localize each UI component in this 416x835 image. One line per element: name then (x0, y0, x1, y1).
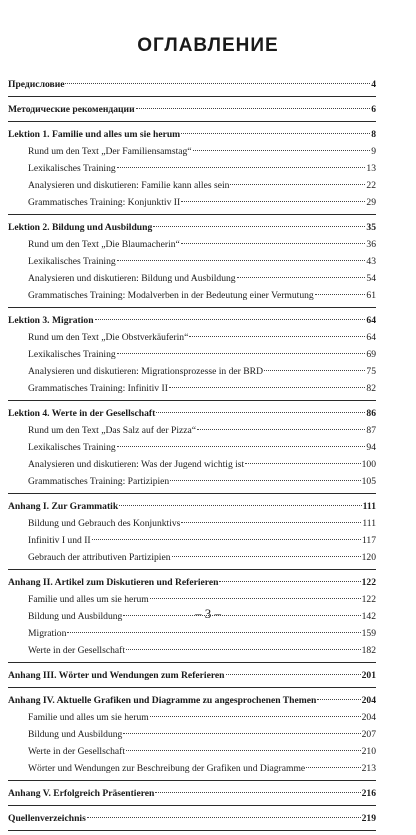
toc-section (8, 810, 376, 831)
toc-entry-page: 13 (366, 163, 376, 174)
toc-entry-label: Anhang V. Erfolgreich Präsentieren (8, 788, 155, 799)
toc-subentry (8, 743, 376, 760)
dot-leader (219, 581, 360, 582)
toc-entry-page: 122 (361, 594, 376, 605)
toc-subentry (8, 726, 376, 743)
dot-leader (117, 260, 366, 261)
toc-section (8, 498, 376, 570)
toc-entry-label: Bildung und Ausbildung (28, 611, 123, 622)
dot-leader (181, 201, 365, 202)
dot-leader (169, 387, 366, 388)
toc-section (8, 692, 376, 781)
dot-leader (65, 83, 370, 84)
dot-leader (95, 319, 366, 320)
toc-section (8, 667, 376, 688)
toc-entry-page: 201 (361, 670, 376, 681)
toc-section (8, 405, 376, 494)
dot-leader (315, 294, 366, 295)
toc-section (8, 785, 376, 806)
toc-entry-label: Rund um den Text „Die Obstverkäuferin“ (28, 332, 189, 343)
toc-entry-page: 22 (366, 180, 376, 191)
toc-entry-label: Anhang III. Wörter und Wendungen zum Referieren (8, 670, 225, 681)
toc-entry-page: 210 (361, 746, 376, 757)
toc-subentry (8, 194, 376, 211)
toc-subentry (8, 625, 376, 642)
dot-leader (123, 733, 360, 734)
toc-entry-label: Anhang II. Artikel zum Diskutieren und Referieren (8, 577, 219, 588)
toc-entry-label: Rund um den Text „Das Salz auf der Pizza“ (28, 425, 197, 436)
toc-entry-page: 54 (366, 273, 376, 284)
toc-entry-page: 43 (366, 256, 376, 267)
toc-entry-label: Quellenverzeichnis (8, 813, 86, 824)
toc-entry-label: Werte in der Gesellschaft (28, 645, 125, 656)
dot-leader (306, 767, 360, 768)
toc-entry-page: 122 (361, 577, 376, 588)
toc-subentry (8, 473, 376, 490)
toc-entry-page: 36 (366, 239, 376, 250)
toc-entry-label: Analysieren und diskutieren: Was der Jugend wichtig ist (28, 459, 245, 470)
toc-heading-entry (8, 785, 376, 802)
toc-section (8, 101, 376, 122)
toc-entry-page: 117 (361, 535, 376, 546)
toc-heading-entry (8, 574, 376, 591)
toc-entry-label: Bildung und Ausbildung (28, 729, 123, 740)
toc-entry-label: Lektion 4. Werte in der Gesellschaft (8, 408, 156, 419)
toc-entry-label: Bildung und Gebrauch des Konjunktivs (28, 518, 181, 529)
dot-leader (181, 522, 361, 523)
dot-leader (92, 539, 361, 540)
toc-section (8, 76, 376, 97)
dot-leader (87, 817, 361, 818)
toc-heading-entry (8, 667, 376, 684)
dot-leader (317, 699, 360, 700)
toc-subentry (8, 422, 376, 439)
toc-subentry (8, 236, 376, 253)
dot-leader (181, 133, 370, 134)
toc-entry-page: 69 (366, 349, 376, 360)
toc-heading-entry (8, 76, 376, 93)
toc-entry-label: Grammatisches Training: Infinitiv II (28, 383, 168, 394)
toc-entry-page: 29 (366, 197, 376, 208)
dot-leader (156, 412, 365, 413)
toc-entry-label: Grammatisches Training: Partizipien (28, 476, 170, 487)
toc-entry-label: Wörter und Wendungen zur Beschreibung der Grafiken und Diagramme (28, 763, 306, 774)
toc-entry-label: Grammatisches Training: Konjunktiv II (28, 197, 181, 208)
toc-entry-page: 4 (371, 79, 376, 90)
toc-subentry (8, 346, 376, 363)
toc-heading-entry (8, 101, 376, 118)
toc-subentry (8, 439, 376, 456)
toc-entry-label: Rund um den Text „Die Blaumacherin“ (28, 239, 180, 250)
toc-subentry (8, 456, 376, 473)
toc-subentry (8, 709, 376, 726)
toc-entry-label: Lexikalisches Training (28, 442, 116, 453)
toc-subentry (8, 160, 376, 177)
toc-subentry (8, 177, 376, 194)
page-title: ОГЛАВЛЕНИЕ (137, 35, 279, 56)
dot-leader (150, 598, 361, 599)
toc-subentry (8, 760, 376, 777)
toc-subentry (8, 515, 376, 532)
toc-entry-label: Analysieren und diskutieren: Migrationsprozesse in der BRD (28, 366, 264, 377)
toc-entry-page: 75 (366, 366, 376, 377)
toc-entry-page: 105 (361, 476, 376, 487)
toc-entry-page: 64 (366, 315, 376, 326)
dot-leader (150, 716, 361, 717)
toc-subentry (8, 532, 376, 549)
toc-entry-label: Anhang IV. Aktuelle Grafiken und Diagramme zu angesprochenen Themen (8, 695, 317, 706)
toc-entry-label: Rund um den Text „Der Familiensamstag“ (28, 146, 192, 157)
toc-section (8, 312, 376, 401)
dot-leader (264, 370, 365, 371)
toc-entry-label: Lektion 1. Familie und alles um sie herum (8, 129, 181, 140)
toc-heading-entry (8, 405, 376, 422)
dot-leader (117, 167, 366, 168)
dot-leader (126, 649, 361, 650)
toc-subentry (8, 287, 376, 304)
toc-entry-page: 35 (366, 222, 376, 233)
toc-entry-page: 6 (371, 104, 376, 115)
toc-entry-page: 219 (361, 813, 376, 824)
dot-leader (155, 792, 360, 793)
toc-subentry (8, 253, 376, 270)
toc-entry-page: 100 (361, 459, 376, 470)
toc-entry-page: 82 (366, 383, 376, 394)
toc-entry-page: 94 (366, 442, 376, 453)
toc-heading-entry (8, 810, 376, 827)
toc-entry-label: Предисловие (8, 79, 65, 90)
toc-entry-label: Migration (28, 628, 67, 639)
toc-entry-label: Lexikalisches Training (28, 256, 116, 267)
toc-entry-label: Infinitiv I und II (28, 535, 91, 546)
toc-entry-page: 61 (366, 290, 376, 301)
dot-leader (117, 446, 366, 447)
toc-subentry (8, 329, 376, 346)
toc-subentry (8, 363, 376, 380)
dot-leader (172, 556, 361, 557)
dot-leader (193, 150, 371, 151)
toc-heading-entry (8, 312, 376, 329)
dot-leader (181, 243, 366, 244)
toc-entry-page: 8 (371, 129, 376, 140)
toc-entry-label: Analysieren und diskutieren: Bildung und Ausbildung (28, 273, 236, 284)
toc-entry-label: Lexikalisches Training (28, 163, 116, 174)
toc-entry-label: Grammatisches Training: Modalverben in der Bedeutung einer Vermutung (28, 290, 314, 301)
toc-entry-label: Методические рекомендации (8, 104, 135, 115)
dot-leader (119, 505, 361, 506)
dot-leader (245, 463, 360, 464)
toc-entry-label: Lektion 3. Migration (8, 315, 94, 326)
toc-entry-page: 159 (361, 628, 376, 639)
dot-leader (67, 632, 360, 633)
toc-heading-entry (8, 219, 376, 236)
toc-entry-label: Lexikalisches Training (28, 349, 116, 360)
toc-entry-page: 120 (361, 552, 376, 563)
dot-leader (226, 674, 361, 675)
toc-entry-page: 87 (366, 425, 376, 436)
dot-leader (230, 184, 365, 185)
toc-subentry (8, 270, 376, 287)
toc-entry-page: 182 (361, 645, 376, 656)
toc-subentry (8, 549, 376, 566)
toc-entry-page: 216 (361, 788, 376, 799)
toc-entry-page: 86 (366, 408, 376, 419)
toc-entry-label: Familie und alles um sie herum (28, 594, 149, 605)
page-number: – 3 – (195, 606, 221, 621)
toc-entry-label: Werte in der Gesellschaft (28, 746, 125, 757)
toc-entry-page: 9 (371, 146, 376, 157)
toc-entry-page: 207 (361, 729, 376, 740)
toc-entry-page: 111 (362, 518, 376, 529)
toc-heading-entry (8, 498, 376, 515)
dot-leader (136, 108, 371, 109)
toc-entry-label: Familie und alles um sie herum (28, 712, 149, 723)
toc-heading-entry (8, 692, 376, 709)
toc-entry-page: 213 (361, 763, 376, 774)
dot-leader (189, 336, 365, 337)
dot-leader (170, 480, 360, 481)
toc-entry-label: Gebrauch der attributiven Partizipien (28, 552, 171, 563)
table-of-contents (8, 76, 376, 835)
dot-leader (153, 226, 365, 227)
toc-entry-label: Anhang I. Zur Grammatik (8, 501, 119, 512)
toc-entry-page: 111 (362, 501, 376, 512)
toc-heading-entry (8, 126, 376, 143)
dot-leader (126, 750, 361, 751)
toc-entry-page: 142 (361, 611, 376, 622)
toc-section (8, 219, 376, 308)
toc-entry-label: Lektion 2. Bildung und Ausbildung (8, 222, 153, 233)
toc-subentry (8, 642, 376, 659)
dot-leader (237, 277, 366, 278)
dot-leader (117, 353, 366, 354)
toc-entry-label: Analysieren und diskutieren: Familie kann alles sein (28, 180, 230, 191)
dot-leader (197, 429, 365, 430)
toc-subentry (8, 143, 376, 160)
toc-entry-page: 204 (361, 695, 376, 706)
toc-subentry (8, 380, 376, 397)
toc-entry-page: 64 (366, 332, 376, 343)
toc-entry-page: 204 (361, 712, 376, 723)
toc-section (8, 126, 376, 215)
